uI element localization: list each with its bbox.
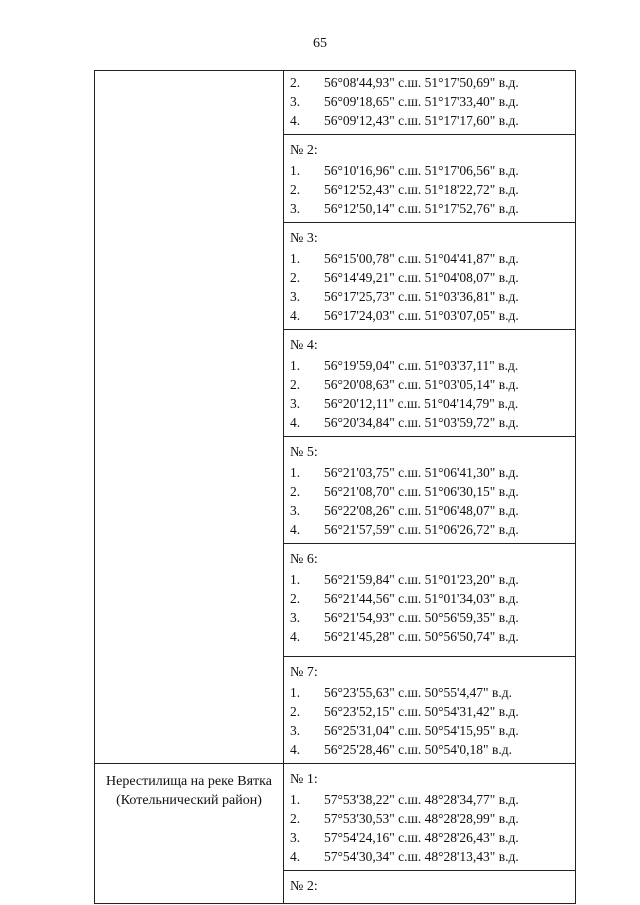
site-coordinates-cell <box>284 657 576 764</box>
point-coordinates: 57°53'38,22" с.ш. 48°28'34,77" в.д. <box>324 792 519 807</box>
coordinate-point <box>288 92 571 111</box>
point-number: 3. <box>290 610 301 625</box>
coordinate-point <box>288 828 571 847</box>
region-cell <box>95 764 284 904</box>
coordinate-point <box>288 287 571 306</box>
point-number: 3. <box>290 830 301 845</box>
point-number: 3. <box>290 723 301 738</box>
point-coordinates: 56°21'54,93" с.ш. 50°56'59,35" в.д. <box>324 610 519 625</box>
point-number: 2. <box>290 75 301 90</box>
point-number: 4. <box>290 522 301 537</box>
point-coordinates: 56°21'03,75" с.ш. 51°06'41,30" в.д. <box>324 465 519 480</box>
point-number: 4. <box>290 849 301 864</box>
coordinate-point <box>288 394 571 413</box>
coordinate-point <box>288 847 571 866</box>
coordinate-point <box>288 702 571 721</box>
point-coordinates: 56°25'31,04" с.ш. 50°54'15,95" в.д. <box>324 723 519 738</box>
site-group <box>284 657 575 763</box>
coordinate-point <box>288 306 571 325</box>
site-coordinates-cell <box>284 544 576 657</box>
table-row <box>95 764 576 871</box>
point-number: 3. <box>290 289 301 304</box>
site-number: № 2: <box>290 879 318 894</box>
point-coordinates: 56°09'12,43" с.ш. 51°17'17,60" в.д. <box>324 113 519 128</box>
point-number: 4. <box>290 629 301 644</box>
point-coordinates: 56°14'49,21" с.ш. 51°04'08,07" в.д. <box>324 270 519 285</box>
point-number: 1. <box>290 358 301 373</box>
point-number: 3. <box>290 396 301 411</box>
site-group <box>284 223 575 329</box>
coordinate-point <box>288 570 571 589</box>
coordinate-point <box>288 501 571 520</box>
point-coordinates: 56°21'45,28" с.ш. 50°56'50,74" в.д. <box>324 629 519 644</box>
point-number: 1. <box>290 251 301 266</box>
point-coordinates: 57°53'30,53" с.ш. 48°28'28,99" в.д. <box>324 811 519 826</box>
point-coordinates: 56°15'00,78" с.ш. 51°04'41,87" в.д. <box>324 251 519 266</box>
point-number: 1. <box>290 792 301 807</box>
point-number: 3. <box>290 94 301 109</box>
page-number: 65 <box>313 36 327 51</box>
coordinate-point <box>288 520 571 539</box>
point-coordinates: 56°12'52,43" с.ш. 51°18'22,72" в.д. <box>324 182 519 197</box>
point-coordinates: 56°09'18,65" с.ш. 51°17'33,40" в.д. <box>324 94 519 109</box>
point-coordinates: 56°08'44,93" с.ш. 51°17'50,69" в.д. <box>324 75 519 90</box>
coordinate-point <box>288 463 571 482</box>
point-number: 4. <box>290 308 301 323</box>
point-number: 4. <box>290 113 301 128</box>
site-coordinates-cell <box>284 71 576 135</box>
region-cell <box>95 71 284 764</box>
coordinate-point <box>288 356 571 375</box>
coordinate-point <box>288 721 571 740</box>
site-coordinates-cell <box>284 764 576 871</box>
site-number: № 1: <box>290 772 318 787</box>
site-number: № 5: <box>290 445 318 460</box>
site-group <box>284 135 575 222</box>
coordinate-point <box>288 809 571 828</box>
point-coordinates: 56°21'57,59" с.ш. 51°06'26,72" в.д. <box>324 522 519 537</box>
point-number: 3. <box>290 201 301 216</box>
point-number: 2. <box>290 811 301 826</box>
coordinate-point <box>288 180 571 199</box>
point-number: 3. <box>290 503 301 518</box>
point-number: 2. <box>290 270 301 285</box>
point-coordinates: 56°22'08,26" с.ш. 51°06'48,07" в.д. <box>324 503 519 518</box>
point-coordinates: 56°21'08,70" с.ш. 51°06'30,15" в.д. <box>324 484 519 499</box>
point-coordinates: 56°23'52,15" с.ш. 50°54'31,42" в.д. <box>324 704 519 719</box>
site-coordinates-cell <box>284 135 576 223</box>
site-number: № 4: <box>290 338 318 353</box>
point-number: 2. <box>290 484 301 499</box>
site-group <box>284 764 575 870</box>
point-coordinates: 56°12'50,14" с.ш. 51°17'52,76" в.д. <box>324 201 519 216</box>
site-number: № 7: <box>290 665 318 680</box>
point-coordinates: 56°20'34,84" с.ш. 51°03'59,72" в.д. <box>324 415 519 430</box>
point-coordinates: 56°21'44,56" с.ш. 51°01'34,03" в.д. <box>324 591 519 606</box>
site-group <box>284 71 575 134</box>
site-group <box>284 544 575 650</box>
point-coordinates: 56°20'12,11" с.ш. 51°04'14,79" в.д. <box>324 396 519 411</box>
site-group <box>284 871 575 901</box>
site-number: № 6: <box>290 552 318 567</box>
point-coordinates: 56°10'16,96" с.ш. 51°17'06,56" в.д. <box>324 163 519 178</box>
point-coordinates: 56°23'55,63" с.ш. 50°55'4,47" в.д. <box>324 685 512 700</box>
region-name: Нерестилища на реке Вятка (Котельнический район) <box>106 774 272 808</box>
site-coordinates-cell <box>284 330 576 437</box>
point-coordinates: 56°21'59,84" с.ш. 51°01'23,20" в.д. <box>324 572 519 587</box>
site-coordinates-cell <box>284 223 576 330</box>
coordinate-point <box>288 589 571 608</box>
coordinate-point <box>288 73 571 92</box>
region-name <box>95 71 283 79</box>
coordinate-point <box>288 608 571 627</box>
coordinate-point <box>288 482 571 501</box>
site-number: № 2: <box>290 143 318 158</box>
site-group <box>284 437 575 543</box>
point-number: 1. <box>290 163 301 178</box>
point-coordinates: 56°19'59,04" с.ш. 51°03'37,11" в.д. <box>324 358 519 373</box>
coordinate-point <box>288 413 571 432</box>
coordinates-table <box>94 70 576 904</box>
point-coordinates: 56°17'24,03" с.ш. 51°03'07,05" в.д. <box>324 308 519 323</box>
coordinate-point <box>288 627 571 646</box>
point-coordinates: 57°54'24,16" с.ш. 48°28'26,43" в.д. <box>324 830 519 845</box>
point-coordinates: 56°20'08,63" с.ш. 51°03'05,14" в.д. <box>324 377 519 392</box>
site-coordinates-cell <box>284 871 576 904</box>
coordinate-point <box>288 249 571 268</box>
coordinate-point <box>288 740 571 759</box>
coordinate-point <box>288 268 571 287</box>
coordinate-point <box>288 199 571 218</box>
point-number: 1. <box>290 465 301 480</box>
coordinate-point <box>288 161 571 180</box>
coordinate-point <box>288 111 571 130</box>
coordinate-point <box>288 790 571 809</box>
point-number: 2. <box>290 704 301 719</box>
point-number: 2. <box>290 591 301 606</box>
site-coordinates-cell <box>284 437 576 544</box>
table-row <box>95 71 576 135</box>
point-number: 1. <box>290 685 301 700</box>
site-group <box>284 330 575 436</box>
point-number: 2. <box>290 377 301 392</box>
point-coordinates: 57°54'30,34" с.ш. 48°28'13,43" в.д. <box>324 849 519 864</box>
point-number: 1. <box>290 572 301 587</box>
point-coordinates: 56°25'28,46" с.ш. 50°54'0,18" в.д. <box>324 742 512 757</box>
coordinate-point <box>288 683 571 702</box>
coordinate-point <box>288 375 571 394</box>
point-coordinates: 56°17'25,73" с.ш. 51°03'36,81" в.д. <box>324 289 519 304</box>
point-number: 4. <box>290 415 301 430</box>
point-number: 2. <box>290 182 301 197</box>
point-number: 4. <box>290 742 301 757</box>
table-body <box>95 71 576 904</box>
site-number: № 3: <box>290 231 318 246</box>
